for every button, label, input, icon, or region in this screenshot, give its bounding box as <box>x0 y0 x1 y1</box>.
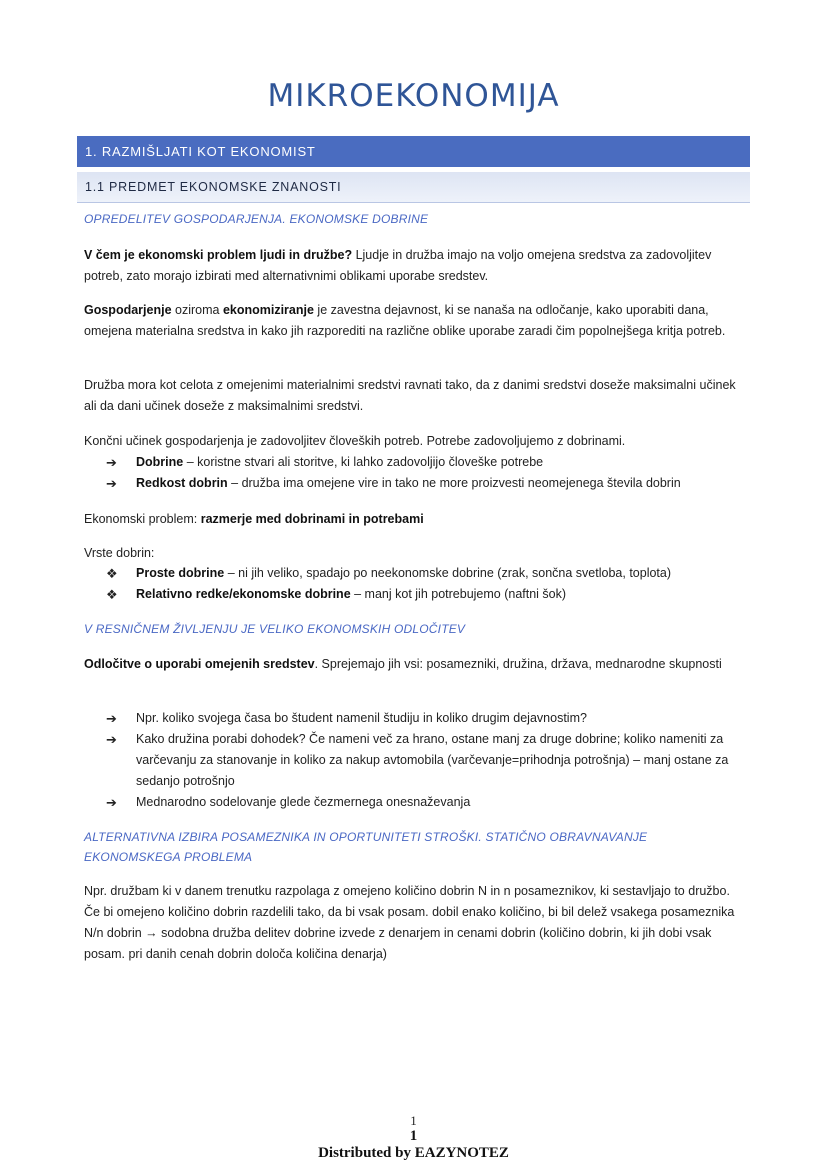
paragraph-vrste-dobrin: Vrste dobrin: <box>84 546 155 560</box>
list-item <box>106 584 751 605</box>
arrow-right-icon: ➔ <box>106 795 117 810</box>
document-title: MIKROEKONOMIJA <box>267 78 560 114</box>
paragraph-odlocitve <box>84 654 749 675</box>
bold-term: Odločitve o uporabi omejenih sredstev <box>84 657 315 671</box>
diamond-bullet-icon: ❖ <box>106 587 118 602</box>
page-number: 1 <box>410 1113 417 1128</box>
list-item-text: – družba ima omejene vire in tako ne more proizvesti neomejenega števila dobrin <box>227 476 681 490</box>
list-dobrine <box>106 452 751 494</box>
distributed-by-footer: Distributed by EAZYNOTEZ <box>318 1145 509 1161</box>
bold-term: ekonomiziranje <box>222 303 314 317</box>
list-item <box>106 473 751 494</box>
list-item <box>106 563 751 584</box>
subheading-line: ALTERNATIVNA IZBIRA POSAMEZNIKA IN OPORTUNITETI STROŠKI. STATIČNO OBRAVNAVANJE <box>84 830 648 844</box>
list-item-text: Kako družina porabi dohodek? Če nameni več za hrano, ostane manj za druge dobrine; koliko nameniti za varčevanju za stanovanje in koliko za nakup avtomobila (varčevanje=prihodnja potrošnja) – manj ostane za sedanjo potrošnjo <box>136 732 729 788</box>
subheading-alternativna-izbira <box>84 827 647 867</box>
paragraph-ekonomski-problem-def <box>84 509 749 530</box>
bold-term: Gospodarjenje <box>84 303 172 317</box>
chapter-heading: 1. RAZMIŠLJATI KOT EKONOMIST <box>77 136 750 167</box>
list-item-text: Mednarodno sodelovanje glede čezmernega onesnaževanja <box>136 795 471 809</box>
paragraph-primer-druzbe: Npr. družbam ki v danem trenutku razpolaga z omejeno količino dobrin N in n posameznikov, ki sestavljajo to družbo. Če bi omejeno količino dobrin razdelili tako, da bi vsak posam. dobil enako količino, bi bil delež vsakega posameznika N/n dobrin → sodobna družba delitev dobrine izvede z denarjem in cenami dobrin (količino dobrin, ki jih dobi vsak posam. pri danih cenah dobrin določa količina denarja) <box>84 884 735 961</box>
bold-term: Relativno redke/ekonomske dobrine <box>136 587 351 601</box>
arrow-right-icon: ➔ <box>106 476 117 491</box>
list-item-text: – ni jih veliko, spadajo po neekonomske dobrine (zrak, sončna svetloba, toplota) <box>224 566 672 580</box>
subheading-gospodarjenje: OPREDELITEV GOSPODARJENJA. EKONOMSKE DOBRINE <box>84 212 429 226</box>
list-item <box>106 452 751 473</box>
paragraph-text: Ljudje in družba imajo na voljo omejena sredstva za zadovoljitev potreb, zato morajo izbirati med alternativnimi oblikami uporabe sredstev. <box>84 248 712 283</box>
diamond-bullet-icon: ❖ <box>106 566 118 581</box>
bold-term: Dobrine <box>136 455 184 469</box>
list-item <box>106 708 751 729</box>
arrow-right-icon: ➔ <box>106 732 117 747</box>
list-primeri <box>106 708 751 813</box>
arrow-right-icon: ➔ <box>106 455 117 470</box>
list-vrste-dobrin <box>106 563 751 605</box>
arrow-right-icon: ➔ <box>106 711 117 726</box>
paragraph-text: oziroma <box>171 303 223 317</box>
page-number-bold: 1 <box>409 1128 418 1144</box>
bold-term: Proste dobrine <box>136 566 225 580</box>
paragraph-koncni-ucinek: Končni učinek gospodarjenja je zadovoljitev človeških potreb. Potrebe zadovoljujemo z dobrinami. <box>84 434 626 448</box>
list-item-text: – manj kot jih potrebujemo (naftni šok) <box>350 587 567 601</box>
list-item <box>106 729 751 792</box>
paragraph-text: je zavestna dejavnost, ki se nanaša na odločanje, kako uporabiti dana, omejena materialna sredstva in kako jih razporediti na različne oblike uporabe zaradi čim popolnejšega kritja potreb. <box>84 303 726 338</box>
list-item-text: – koristne stvari ali storitve, ki lahko zadovoljijo človeške potrebe <box>183 455 544 469</box>
paragraph-text: Ekonomski problem: <box>84 512 201 526</box>
subheading-line: EKONOMSKEGA PROBLEMA <box>84 850 253 864</box>
bold-term: razmerje med dobrinami in potrebami <box>200 512 424 526</box>
paragraph-gospodarjenje <box>84 300 749 342</box>
bold-term: Redkost dobrin <box>136 476 228 490</box>
section-heading: 1.1 PREDMET EKONOMSKE ZNANOSTI <box>77 172 750 203</box>
bold-question: V čem je ekonomski problem ljudi in družbe? <box>84 248 353 262</box>
paragraph-text: . Sprejemajo jih vsi: posamezniki, družina, država, mednarodne skupnosti <box>314 657 722 671</box>
paragraph-druzba: Družba mora kot celota z omejenimi materialnimi sredstvi ravnati tako, da z danimi sredstvi doseže maksimalni učinek ali da dani učinek doseže z maksimalnimi sredstvi. <box>84 378 736 413</box>
paragraph-ekonomski-problem <box>84 245 749 287</box>
list-item-text: Npr. koliko svojega časa bo študent namenil študiju in koliko drugim dejavnostim? <box>136 711 587 725</box>
subheading-odlocitve: V RESNIČNEM ŽIVLJENJU JE VELIKO EKONOMSKIH ODLOČITEV <box>84 622 466 636</box>
list-item <box>106 792 751 813</box>
